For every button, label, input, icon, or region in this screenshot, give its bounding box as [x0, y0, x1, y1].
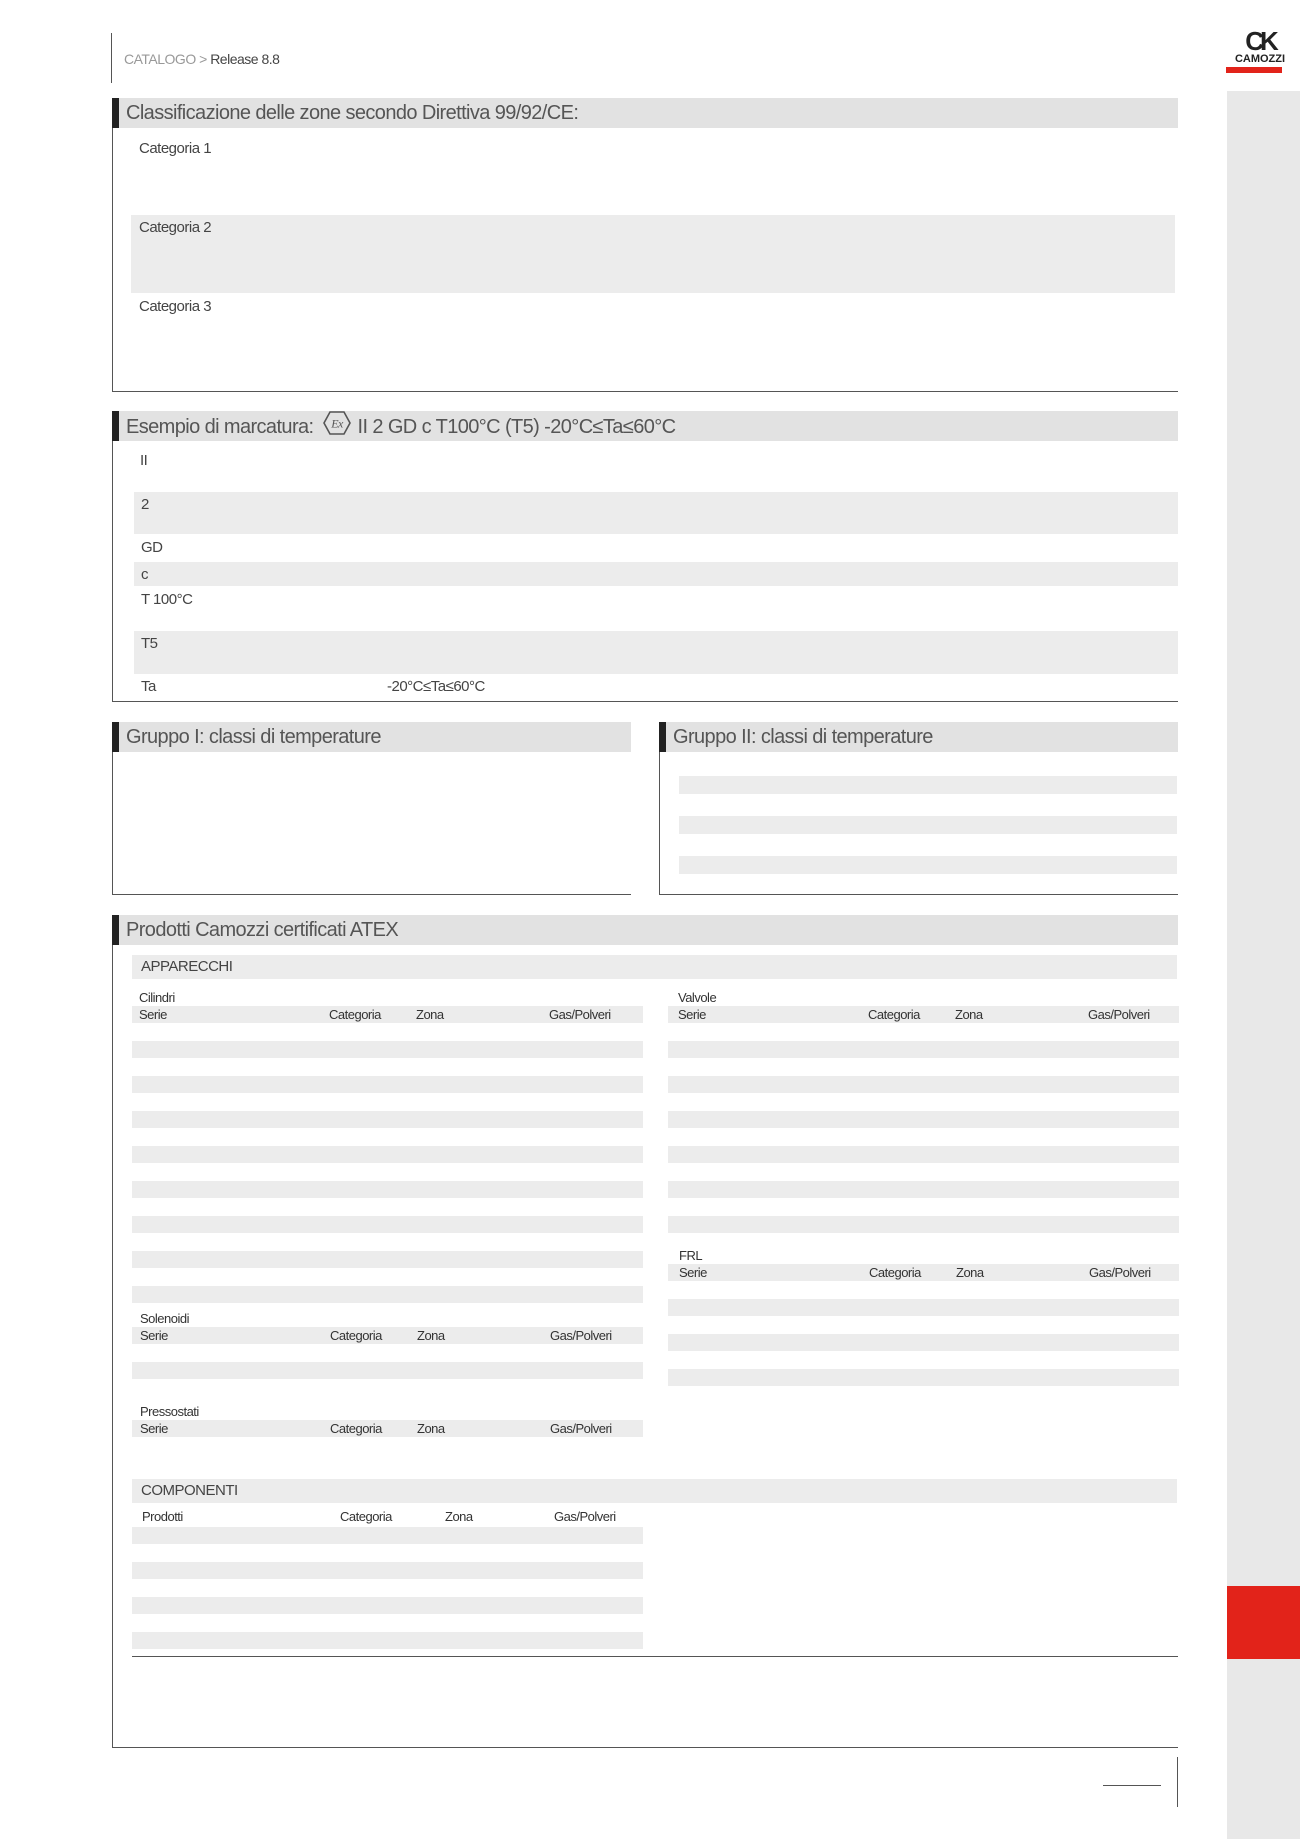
solenoidi-col-categoria: Categoria [330, 1328, 382, 1343]
marking-row-protection: c [141, 566, 148, 583]
componenti-divider [132, 1656, 1178, 1657]
table-row [668, 1369, 1179, 1386]
table-row [132, 1632, 643, 1649]
breadcrumb-root[interactable]: CATALOGO [124, 51, 196, 67]
solenoidi-col-gas: Gas/Polveri [550, 1328, 612, 1343]
marking-row-category: 2 [141, 496, 149, 513]
group-2-band [679, 776, 1177, 794]
frl-col-serie: Serie [679, 1265, 707, 1280]
marking-row-group: II [140, 452, 148, 469]
breadcrumb-divider [111, 33, 112, 83]
category-1-label: Categoria 1 [139, 140, 212, 157]
componenti-col-categoria: Categoria [340, 1509, 392, 1524]
valvole-title: Valvole [678, 990, 717, 1005]
pressostati-col-serie: Serie [140, 1421, 168, 1436]
pressostati-col-zona: Zona [417, 1421, 445, 1436]
category-2-label: Categoria 2 [139, 219, 212, 236]
sidebar-red-tab[interactable] [1227, 1586, 1300, 1659]
table-row [668, 1334, 1179, 1351]
section-zones-title: Classificazione delle zone secondo Direttiva 99/92/CE: [112, 98, 1178, 128]
group-2-band [679, 816, 1177, 834]
group-2-title: Gruppo II: classi di temperature [659, 722, 1178, 752]
marking-row-atmosphere: GD [141, 539, 163, 556]
section-marking-title [112, 411, 1178, 441]
table-row [132, 1251, 643, 1268]
group-2-band [679, 856, 1177, 874]
breadcrumb [124, 51, 279, 67]
frl-col-zona: Zona [956, 1265, 984, 1280]
table-row [132, 1362, 643, 1379]
valvole-col-gas: Gas/Polveri [1088, 1007, 1150, 1022]
table-row [668, 1111, 1179, 1128]
componenti-col-prodotti: Prodotti [142, 1509, 183, 1524]
marking-ambient-value: -20°C≤Ta≤60°C [387, 678, 485, 695]
marking-band-category [134, 492, 1178, 534]
valvole-col-serie: Serie [678, 1007, 706, 1022]
apparecchi-heading: APPARECCHI [132, 955, 1177, 979]
marking-row-max-temp: T 100°C [141, 591, 193, 608]
table-row [132, 1076, 643, 1093]
table-row [132, 1562, 643, 1579]
atex-ex-icon [323, 411, 351, 444]
table-row [132, 1597, 643, 1614]
category-2-band [131, 215, 1175, 293]
breadcrumb-current: Release 8.8 [210, 51, 280, 67]
valvole-col-zona: Zona [955, 1007, 983, 1022]
marking-band-protection [134, 562, 1178, 586]
table-row [132, 1181, 643, 1198]
cilindri-col-gas: Gas/Polveri [549, 1007, 611, 1022]
table-row [132, 1041, 643, 1058]
page-footer-divider [1177, 1757, 1178, 1807]
cilindri-col-serie: Serie [139, 1007, 167, 1022]
table-row [132, 1146, 643, 1163]
componenti-heading: COMPONENTI [132, 1479, 1177, 1503]
products-title: Prodotti Camozzi certificati ATEX [112, 915, 1178, 945]
solenoidi-col-serie: Serie [140, 1328, 168, 1343]
table-row [132, 1111, 643, 1128]
solenoidi-title: Solenoidi [140, 1311, 189, 1326]
marking-row-ambient: Ta [141, 678, 156, 695]
logo-red-bar [1226, 67, 1282, 73]
pressostati-col-gas: Gas/Polveri [550, 1421, 612, 1436]
table-row [668, 1146, 1179, 1163]
cilindri-title: Cilindri [139, 990, 175, 1005]
frl-col-categoria: Categoria [869, 1265, 921, 1280]
breadcrumb-separator: > [195, 51, 211, 67]
cilindri-col-categoria: Categoria [329, 1007, 381, 1022]
frl-title: FRL [679, 1248, 703, 1263]
table-row [668, 1041, 1179, 1058]
marking-title-suffix: II 2 GD c T100°C (T5) -20°C≤Ta≤60°C [357, 415, 676, 438]
camozzi-logo-text: CAMOZZI [1234, 53, 1286, 65]
right-sidebar [1227, 91, 1300, 1839]
table-row [668, 1076, 1179, 1093]
table-row [668, 1181, 1179, 1198]
marking-title-prefix: Esempio di marcatura: [126, 415, 314, 438]
marking-row-temp-class: T5 [141, 635, 158, 652]
solenoidi-col-zona: Zona [417, 1328, 445, 1343]
table-row [668, 1299, 1179, 1316]
page-number-line [1103, 1785, 1161, 1786]
pressostati-col-categoria: Categoria [330, 1421, 382, 1436]
category-3-label: Categoria 3 [139, 298, 212, 315]
pressostati-title: Pressostati [140, 1404, 199, 1419]
marking-band-temp-class [134, 631, 1178, 674]
group-1-title: Gruppo I: classi di temperature [112, 722, 631, 752]
componenti-col-gas: Gas/Polveri [554, 1509, 616, 1524]
table-row [668, 1216, 1179, 1233]
frl-col-gas: Gas/Polveri [1089, 1265, 1151, 1280]
componenti-col-zona: Zona [445, 1509, 473, 1524]
valvole-col-categoria: Categoria [868, 1007, 920, 1022]
cilindri-col-zona: Zona [416, 1007, 444, 1022]
camozzi-logo-mark: CK [1245, 26, 1275, 56]
table-row [132, 1527, 643, 1544]
table-row [132, 1286, 643, 1303]
table-row [132, 1216, 643, 1233]
atex-ex-icon-text: Ex [331, 416, 344, 431]
